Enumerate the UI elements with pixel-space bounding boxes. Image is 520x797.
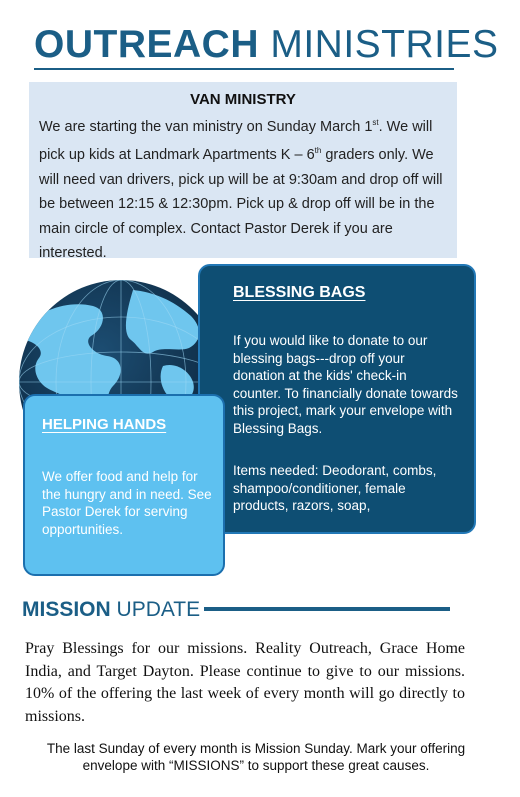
van-ministry-heading: VAN MINISTRY — [190, 91, 296, 108]
helping-hands-heading: HELPING HANDS — [42, 416, 167, 433]
title-rest: MINISTRIES — [270, 23, 499, 66]
helping-hands-text: We offer food and help for the hungry and in need. See Pastor Derek for serving opportunities. — [42, 469, 212, 537]
page-title — [34, 22, 499, 68]
blessing-bags-text: If you would like to donate to our blessing bags---drop off your donation at the kids' check-in counter. To financially donate towards this project, mark your envelope with Blessing Bags. — [233, 333, 458, 436]
van-text-sup-2: th — [314, 146, 322, 156]
van-ministry-box — [29, 82, 457, 262]
mission-sunday-note: The last Sunday of every month is Mission Sunday. Mark your offering envelope with “MISSIONS” to support these great causes. — [46, 741, 466, 773]
van-text-part-3: graders only. We will need van drivers, pick up will be at 9:30am and drop off will be between 12:15 & 12:30pm. Pick up & drop off will be in the main circle of complex. Contact Pastor Derek if you are interested. — [39, 147, 443, 262]
van-text-part-2: . We will pick up kids at Landmark Apartments K – 6 — [39, 118, 433, 164]
blessing-bags-heading: BLESSING BAGS — [233, 284, 366, 301]
blessing-bags-box — [198, 264, 476, 534]
mission-update-text: Pray Blessings for our missions. Reality Outreach, Grace Home India, and Target Dayton. Please continue to give to our missions. 10% of the offering the last week of every month will go directly to missions. — [25, 640, 465, 725]
van-text-sup-1: st — [372, 118, 379, 127]
mission-title-rest: UPDATE — [110, 598, 201, 621]
helping-hands-box — [23, 394, 225, 576]
van-ministry-text — [39, 111, 447, 266]
van-text-part-1: We are starting the van ministry on Sunday March 1 — [39, 118, 373, 135]
blessing-bags-items: Items needed: Deodorant, combs, shampoo/conditioner, female products, razors, soap, — [233, 463, 437, 513]
mission-update-heading — [22, 598, 200, 622]
mission-divider — [204, 607, 450, 611]
title-underline — [34, 68, 454, 70]
mission-title-bold: MISSION — [22, 598, 111, 621]
title-bold: OUTREACH — [34, 23, 259, 66]
